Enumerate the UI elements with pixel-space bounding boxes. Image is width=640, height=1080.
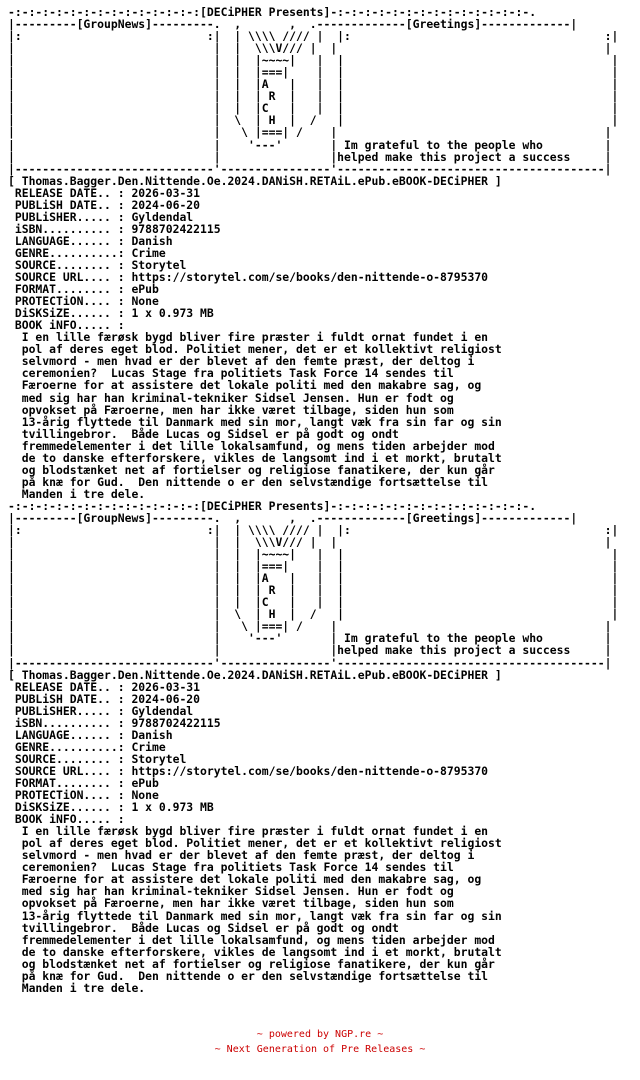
nfo-text [8,6,618,994]
nfo-header-banner: -:-:-:-:-:-:-:-:-:-:-:-:-:-:[DECiPHER Presents]-:-:-:-:-:-:-:-:-:-:-:-:-:-:-. |---------[GroupNews]---------. , , .-------------[Greetings]-------------| |: :| | \\\\ //// | |: :| | | | \\\V/// | | | | | | |~~~~| | | | | | | |===| | | | | | | |A | | | | | | | | R | | | | | | | |C | | | | | | \ | H | / | | | | \ |===| / | | | | '---' | Im grateful to the people who | | | |helped make this project a success | |-----------------------------'----------------'---------------------------------------| [8,5,619,176]
release-info-fields: RELEASE DATE.. : 2026-03-31 PUBLiSH DATE.. : 2024-06-20 PUBLiSHER..... : Gyldendal iSBN.......... : 9788702422115 LANGUAGE...... : Danish GENRE..........: Crime SOURCE........ : Storytel SOURCE URL.... : https://storytel.com/se/books/den-nittende-o-8795370 FORMAT........ : ePub PROTECTiON.... : None DiSKSiZE...... : 1 x 0.973 MB BOOK iNFO..... : [14,679,489,827]
powered-by-text: ~ powered by NGP.re ~ [256,1029,384,1040]
release-title: [ Thomas.Bagger.Den.Nittende.Oe.2024.DANiSH.RETAiL.ePub.eBOOK-DECiPHER ] [8,667,502,682]
nfo-header-banner: -:-:-:-:-:-:-:-:-:-:-:-:-:-:[DECiPHER Presents]-:-:-:-:-:-:-:-:-:-:-:-:-:-:-. |---------[GroupNews]---------. , , .-------------[Greetings]-------------| |: :| | \\\\ //// | |: :| | | | \\\V/// | | | | | | |~~~~| | | | | | | |===| | | | | | | |A | | | | | | | | R | | | | | | | |C | | | | | | \ | H | / | | | | \ |===| / | | | | '---' | Im grateful to the people who | | | |helped make this project a success | |-----------------------------'----------------'---------------------------------------| [8,498,619,670]
release-info-fields: RELEASE DATE.. : 2026-03-31 PUBLiSH DATE.. : 2024-06-20 PUBLiSHER..... : Gyldendal iSBN.......... : 9788702422115 LANGUAGE...... : Danish GENRE..........: Crime SOURCE........ : Storytel SOURCE URL.... : https://storytel.com/se/books/den-nittende-o-8795370 FORMAT........ : ePub PROTECTiON.... : None DiSKSiZE...... : 1 x 0.973 MB BOOK iNFO..... : [14,185,489,333]
book-description: I en lille færøsk bygd bliver fire præster i fuldt ornat fundet i en pol af deres eget blod. Politiet mener, det er et kollektivt religiost selvmord - men hvad er der blevet af den femte præst, der deltog i ceremonien? Lucas Stage fra politiets Task Force 14 sendes til Færoerne for at assistere det lokale politi med den makabre sag, og med sig har han kriminal-tekniker Sidsel Jensen. Hun er fodt og opvokset på Færoerne, men har ikke været tilbage, siden hun som 13-årig flyttede til Danmark med sin mor, langt væk fra sin far og sin tvillingebror. Både Lucas og Sidsel er på godt og ondt fremmedelementer i det lille lokalsamfund, og mens tiden arbejder mod de to danske efterforskere, vikles de langsomt ind i et morkt, brutalt og blodstænket net af fortielser og religiose fanatikere, der kun går på knæ for Gud. Den nittende o er den selvstændige fortsættelse til Manden i tre dele. [21,824,502,995]
powered-by-footer [0,1027,640,1057]
release-title: [ Thomas.Bagger.Den.Nittende.Oe.2024.DANiSH.RETAiL.ePub.eBOOK-DECiPHER ] [8,173,502,188]
tagline-text: ~ Next Generation of Pre Releases ~ [214,1044,426,1055]
book-description: I en lille færøsk bygd bliver fire præster i fuldt ornat fundet i en pol af deres eget blod. Politiet mener, det er et kollektivt religiost selvmord - men hvad er der blevet af den femte præst, der deltog i ceremonien? Lucas Stage fra politiets Task Force 14 sendes til Færoerne for at assistere det lokale politi med den makabre sag, og med sig har han kriminal-tekniker Sidsel Jensen. Hun er fodt og opvokset på Færoerne, men har ikke været tilbage, siden hun som 13-årig flyttede til Danmark med sin mor, langt væk fra sin far og sin tvillingebror. Både Lucas og Sidsel er på godt og ondt fremmedelementer i det lille lokalsamfund, og mens tiden arbejder mod de to danske efterforskere, vikles de langsomt ind i et morkt, brutalt og blodstænket net af fortielser og religiose fanatikere, der kun går på knæ for Gud. Den nittende o er den selvstændige fortsættelse til Manden i tre dele. [21,330,502,501]
